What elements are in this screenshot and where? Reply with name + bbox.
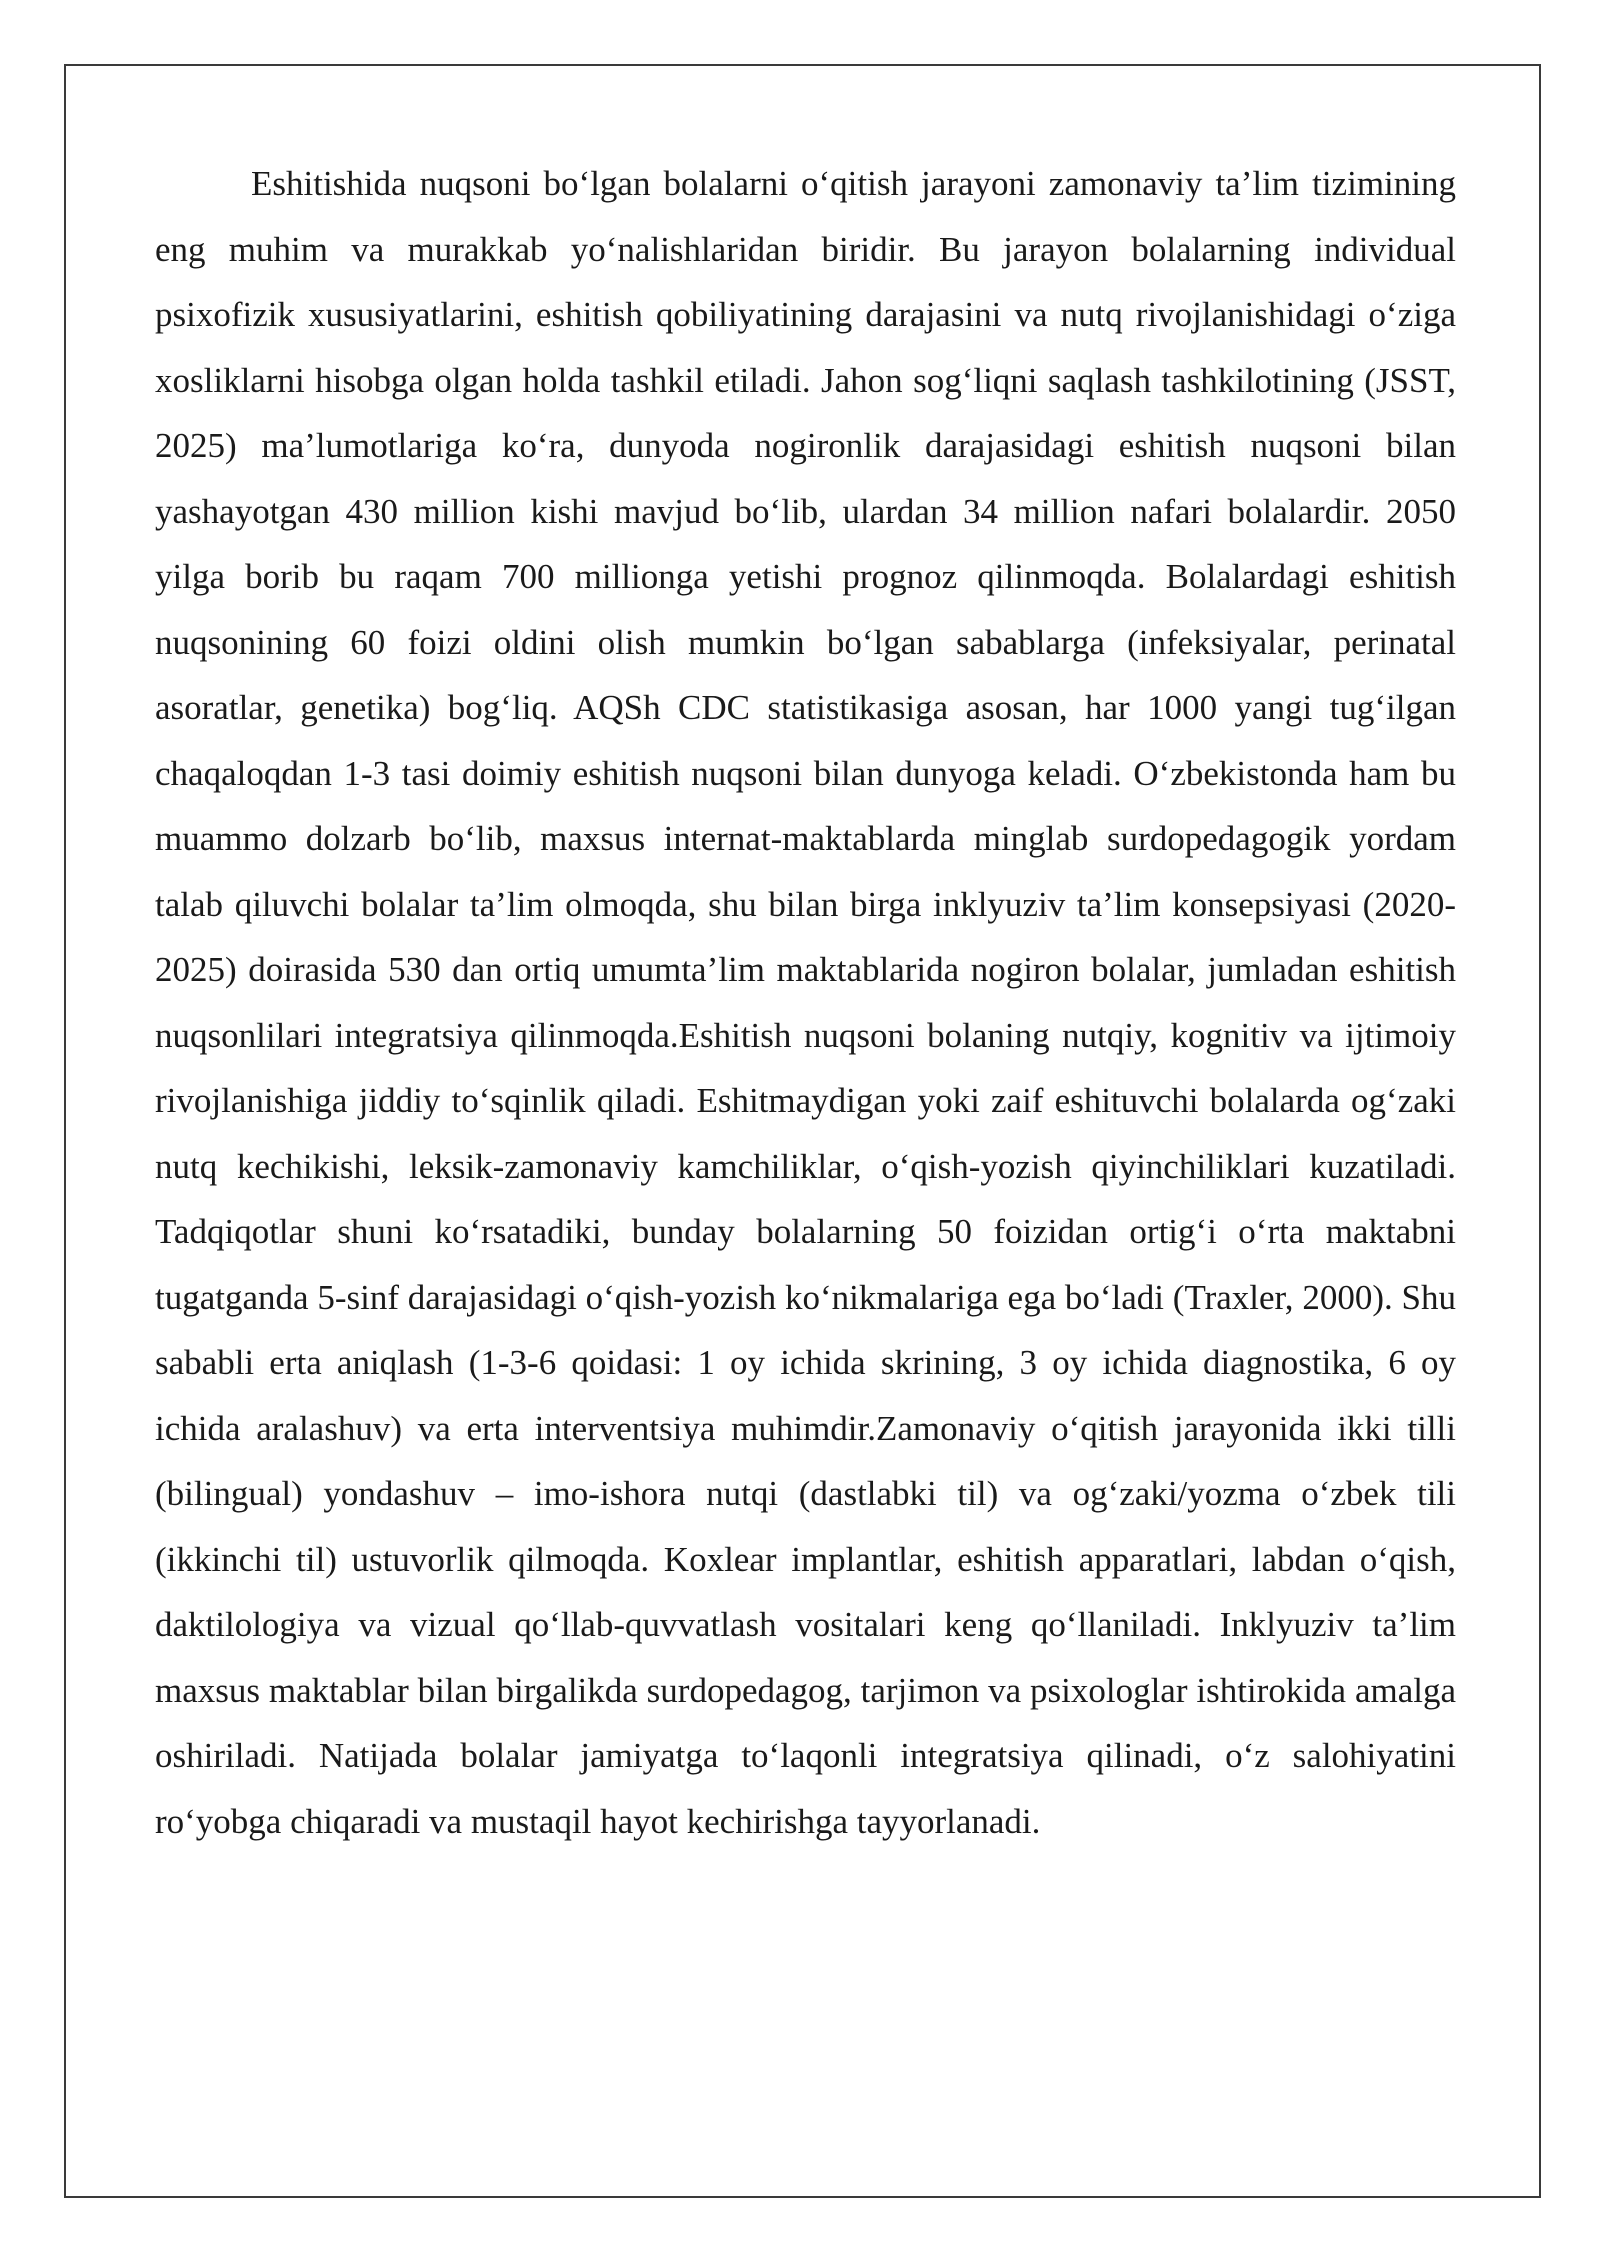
body-paragraph: Eshitishida nuqsoni bo‘lgan bolalarni o‘qitish jarayoni zamonaviy ta’lim tizimining eng muhim va murakkab yo‘nalishlaridan biridir. Bu jarayon bolalarning individual psixofizik xususiyatlarini, eshitish qobiliyatining darajasini va nutq rivojlanishidagi o‘ziga xosliklarni hisobga olgan holda tashkil etiladi. Jahon sog‘liqni saqlash tashkilotining (JSST, 2025) ma’lumotlariga ko‘ra, dunyoda nogironlik darajasidagi eshitish nuqsoni bilan yashayotgan 430 million kishi mavjud bo‘lib, ulardan 34 million nafari bolalardir. 2050 yilga borib bu raqam 700 millionga yetishi prognoz qilinmoqda. Bolalardagi eshitish nuqsonining 60 foizi oldini olish mumkin bo‘lgan sabablarga (infeksiyalar, perinatal asoratlar, genetika) bog‘liq. AQSh CDC statistikasiga asosan, har 1000 yangi tug‘ilgan chaqaloqdan 1-3 tasi doimiy eshitish nuqsoni bilan dunyoga keladi. O‘zbekistonda ham bu muammo dolzarb bo‘lib, maxsus internat-maktablarda minglab surdopedagogik yordam talab qiluvchi bolalar ta’lim olmoqda, shu bilan birga inklyuziv ta’lim konsepsiyasi (2020-2025) doirasida 530 dan ortiq umumta’lim maktablarida nogiron bolalar, jumladan eshitish nuqsonlilari integratsiya qilinmoqda.Eshitish nuqsoni bolaning nutqiy, kognitiv va ijtimoiy rivojlanishiga jiddiy to‘sqinlik qiladi. Eshitmaydigan yoki zaif eshituvchi bolalarda og‘zaki nutq kechikishi, leksik-zamonaviy kamchiliklar, o‘qish-yozish qiyinchiliklari kuzatiladi. Tadqiqotlar shuni ko‘rsatadiki, bunday bolalarning 50 foizidan ortig‘i o‘rta maktabni tugatganda 5-sinf darajasidagi o‘qish-yozish ko‘nikmalariga ega bo‘ladi (Traxler, 2000). Shu sababli erta aniqlash (1-3-6 qoidasi: 1 oy ichida skrining, 3 oy ichida diagnostika, 6 oy ichida aralashuv) va erta interventsiya muhimdir.Zamonaviy o‘qitish jarayonida ikki tilli (bilingual) yondashuv – imo-ishora nutqi (dastlabki til) va og‘zaki/yozma o‘zbek tili (ikkinchi til) ustuvorlik qilmoqda. Koxlear implantlar, eshitish apparatlari, labdan o‘qish, daktilologiya va vizual qo‘llab-quvvatlash vositalari keng qo‘llaniladi. Inklyuziv ta’lim maxsus maktablar bilan birgalikda surdopedagog, tarjimon va psixologlar ishtirokida amalga oshiriladi. Natijada bolalar jamiyatga to‘laqonli integratsiya qilinadi, o‘z salohiyatini ro‘yobga chiqaradi va mustaqil hayot kechirishga tayyorlanadi. [155, 164, 1456, 1841]
document-page [64, 64, 1541, 2198]
page-content [155, 151, 1456, 1854]
